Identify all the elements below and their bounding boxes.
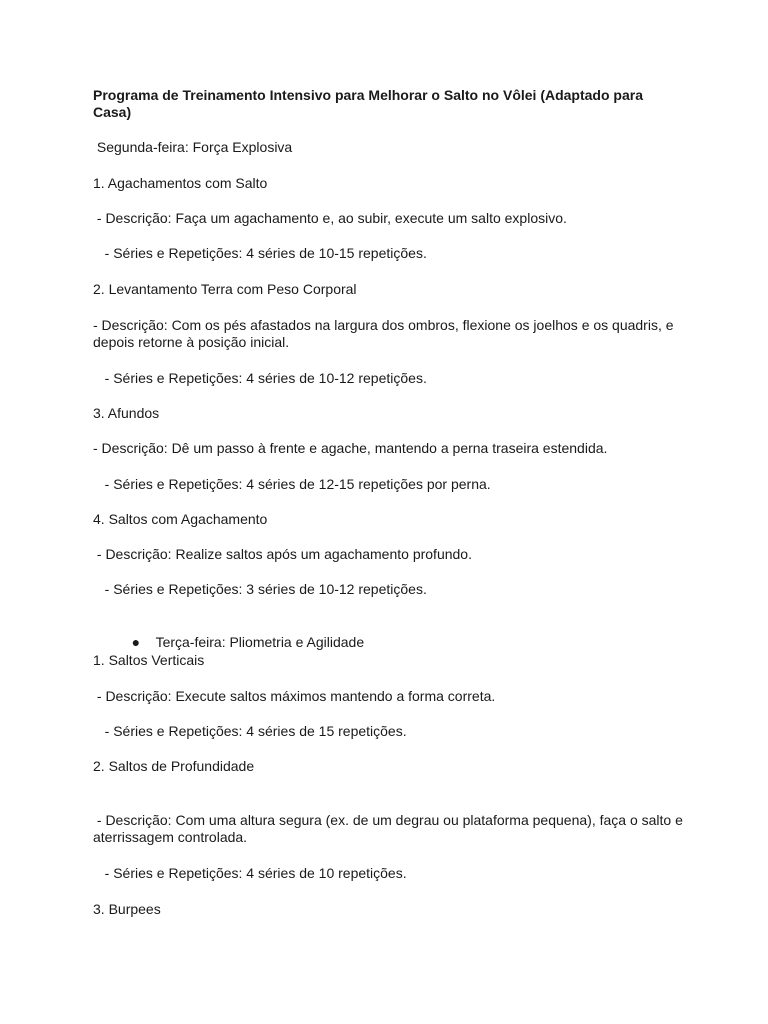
- exercise-sets: - Séries e Repetições: 4 séries de 10-12 repetições.: [93, 370, 427, 386]
- exercise-name: 1. Saltos Verticais: [93, 652, 205, 668]
- exercise-description: - Descrição: Faça um agachamento e, ao subir, execute um salto explosivo.: [93, 210, 567, 226]
- exercise-name: 3. Burpees: [93, 901, 161, 917]
- exercise-description: - Descrição: Com uma altura segura (ex. de um degrau ou plataforma pequena), faça o salto e aterrissagem controlada.: [93, 812, 687, 845]
- exercise-description: - Descrição: Com os pés afastados na largura dos ombros, flexione os joelhos e os quadris, e depois retorne à posição inicial.: [93, 317, 678, 350]
- exercise-name: 2. Levantamento Terra com Peso Corporal: [93, 281, 357, 297]
- exercise-description: - Descrição: Execute saltos máximos mantendo a forma correta.: [93, 688, 496, 704]
- exercise-sets: - Séries e Repetições: 4 séries de 12-15 repetições por perna.: [93, 476, 491, 492]
- exercise-description: - Descrição: Realize saltos após um agachamento profundo.: [93, 546, 472, 562]
- exercise-sets: - Séries e Repetições: 4 séries de 10-15 repetições.: [93, 245, 427, 261]
- exercise-name: 1. Agachamentos com Salto: [93, 175, 268, 191]
- exercise-sets: - Séries e Repetições: 4 séries de 15 repetições.: [93, 723, 407, 739]
- exercise-description: - Descrição: Dê um passo à frente e agache, mantendo a perna traseira estendida.: [93, 440, 608, 456]
- day-heading-label: Terça-feira: Pliometria e Agilidade: [155, 634, 365, 650]
- exercise-sets: - Séries e Repetições: 3 séries de 10-12 repetições.: [93, 581, 427, 597]
- exercise-name: 4. Saltos com Agachamento: [93, 511, 268, 527]
- bullet-icon: ●: [131, 634, 141, 650]
- exercise-name: 2. Saltos de Profundidade: [93, 758, 255, 774]
- exercise-name: 3. Afundos: [93, 405, 160, 421]
- exercise-sets: - Séries e Repetições: 4 séries de 10 repetições.: [93, 865, 407, 881]
- day-heading-monday: Segunda-feira: Força Explosiva: [93, 139, 293, 155]
- document-title: Programa de Treinamento Intensivo para Melhorar o Salto no Vôlei (Adaptado para Casa): [93, 87, 647, 120]
